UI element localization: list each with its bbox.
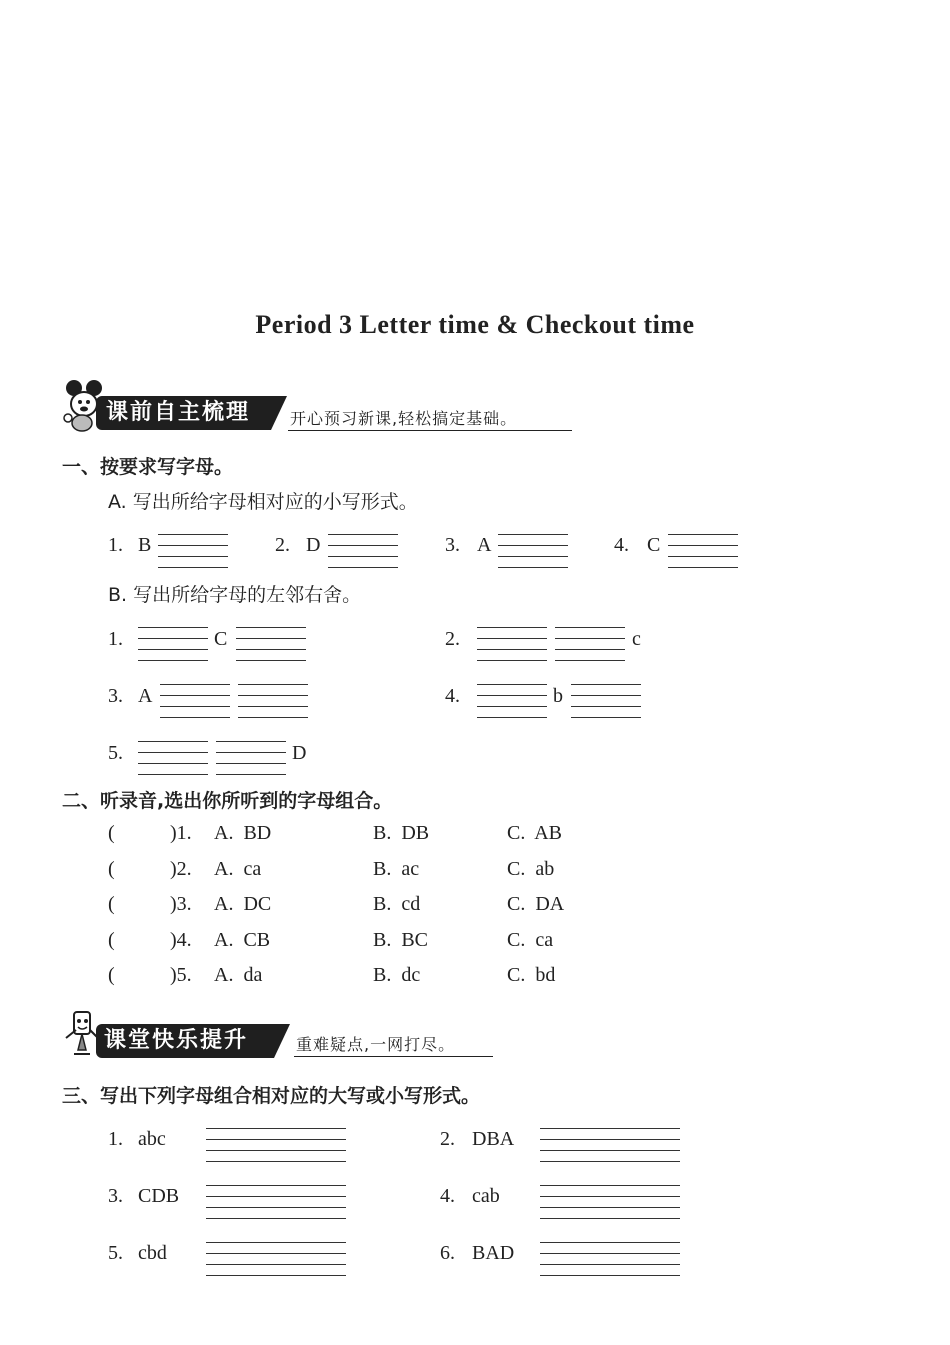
banner-title: 课堂快乐提升 xyxy=(96,1024,274,1058)
section-heading: 一、按要求写字母。 xyxy=(62,456,234,478)
banner-title: 课前自主梳理 xyxy=(96,396,271,430)
option-a[interactable]: A. CB xyxy=(214,929,271,951)
option-c[interactable]: C. ab xyxy=(507,858,555,880)
item-number: 5. xyxy=(108,1242,123,1264)
banner-tail xyxy=(274,1024,290,1058)
given-letter: b xyxy=(553,685,563,707)
instruction: A. 写出所给字母相对应的小写形式。 xyxy=(108,491,418,513)
option-c[interactable]: C. bd xyxy=(507,964,556,986)
question-number: )5. xyxy=(170,964,192,986)
given-letters: BAD xyxy=(472,1242,515,1264)
option-a[interactable]: A. ca xyxy=(214,858,262,880)
answer-lines[interactable] xyxy=(206,1242,346,1276)
option-c[interactable]: C. DA xyxy=(507,893,565,915)
banner-practice xyxy=(60,1008,500,1058)
answer-lines[interactable] xyxy=(160,684,230,718)
item-number: 3. xyxy=(108,1185,123,1207)
given-letters: cab xyxy=(472,1185,500,1207)
option-c[interactable]: C. AB xyxy=(507,822,563,844)
answer-lines[interactable] xyxy=(216,741,286,775)
given-letter: C xyxy=(214,628,228,650)
item-number: 4. xyxy=(445,685,460,707)
answer-paren[interactable]: ( xyxy=(108,893,115,915)
answer-lines[interactable] xyxy=(328,534,398,568)
answer-lines[interactable] xyxy=(477,627,547,661)
question-number: )1. xyxy=(170,822,192,844)
answer-lines[interactable] xyxy=(206,1128,346,1162)
answer-lines[interactable] xyxy=(238,684,308,718)
item-number: 6. xyxy=(440,1242,455,1264)
item-number: 2. xyxy=(445,628,460,650)
item-number: 1. xyxy=(108,628,123,650)
answer-paren[interactable]: ( xyxy=(108,964,115,986)
answer-lines[interactable] xyxy=(138,627,208,661)
given-letter: c xyxy=(632,628,641,650)
given-letter: D xyxy=(306,534,321,556)
question-number: )2. xyxy=(170,858,192,880)
banner-preview xyxy=(60,378,580,434)
given-letters: cbd xyxy=(138,1242,167,1264)
option-c[interactable]: C. ca xyxy=(507,929,554,951)
answer-lines[interactable] xyxy=(138,741,208,775)
answer-paren[interactable]: ( xyxy=(108,858,115,880)
option-a[interactable]: A. DC xyxy=(214,893,272,915)
option-b[interactable]: B. BC xyxy=(373,929,429,951)
option-a[interactable]: A. da xyxy=(214,964,263,986)
item-number: 1. xyxy=(108,534,123,556)
given-letter: D xyxy=(292,742,307,764)
item-number: 4. xyxy=(440,1185,455,1207)
section-heading: 二、听录音,选出你所听到的字母组合。 xyxy=(62,790,393,812)
banner-subtitle: 重难疑点,一网打尽。 xyxy=(294,1032,493,1057)
item-number: 1. xyxy=(108,1128,123,1150)
answer-lines[interactable] xyxy=(206,1185,346,1219)
given-letter: A xyxy=(138,685,153,707)
item-number: 3. xyxy=(445,534,460,556)
item-number: 2. xyxy=(275,534,290,556)
answer-lines[interactable] xyxy=(236,627,306,661)
given-letters: abc xyxy=(138,1128,166,1150)
question-number: )4. xyxy=(170,929,192,951)
option-b[interactable]: B. ac xyxy=(373,858,420,880)
item-number: 4. xyxy=(614,534,629,556)
answer-paren[interactable]: ( xyxy=(108,929,115,951)
answer-lines[interactable] xyxy=(668,534,738,568)
given-letters: CDB xyxy=(138,1185,180,1207)
answer-lines[interactable] xyxy=(540,1242,680,1276)
item-number: 5. xyxy=(108,742,123,764)
answer-lines[interactable] xyxy=(498,534,568,568)
given-letter: C xyxy=(647,534,661,556)
item-number: 2. xyxy=(440,1128,455,1150)
answer-lines[interactable] xyxy=(555,627,625,661)
answer-lines[interactable] xyxy=(540,1185,680,1219)
given-letter: B xyxy=(138,534,152,556)
page-title: Period 3 Letter time & Checkout time xyxy=(255,310,695,339)
banner-subtitle: 开心预习新课,轻松搞定基础。 xyxy=(288,406,572,431)
answer-lines[interactable] xyxy=(158,534,228,568)
answer-lines[interactable] xyxy=(540,1128,680,1162)
given-letters: DBA xyxy=(472,1128,515,1150)
option-b[interactable]: B. DB xyxy=(373,822,430,844)
item-number: 3. xyxy=(108,685,123,707)
given-letter: A xyxy=(477,534,492,556)
banner-tail xyxy=(271,396,287,430)
option-b[interactable]: B. cd xyxy=(373,893,421,915)
option-a[interactable]: A. BD xyxy=(214,822,272,844)
instruction: B. 写出所给字母的左邻右舍。 xyxy=(108,584,362,606)
answer-paren[interactable]: ( xyxy=(108,822,115,844)
question-number: )3. xyxy=(170,893,192,915)
answer-lines[interactable] xyxy=(477,684,547,718)
option-b[interactable]: B. dc xyxy=(373,964,421,986)
section-heading: 三、写出下列字母组合相对应的大写或小写形式。 xyxy=(62,1085,481,1107)
answer-lines[interactable] xyxy=(571,684,641,718)
